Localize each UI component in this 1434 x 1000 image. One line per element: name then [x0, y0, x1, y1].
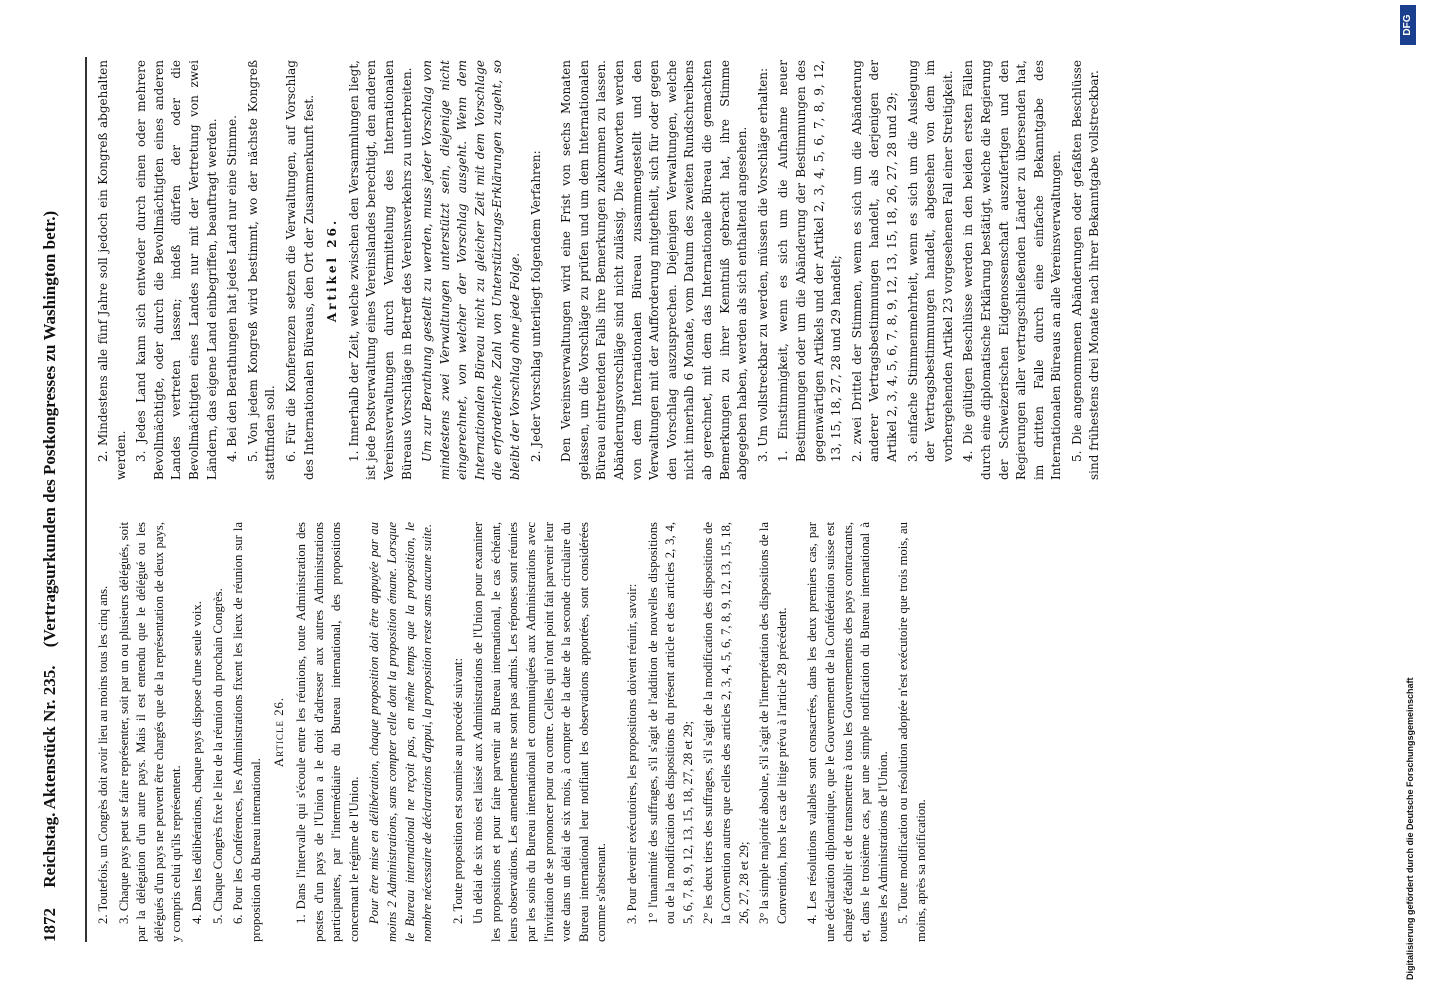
- de-article-heading: Artikel 26.: [325, 217, 340, 323]
- header-title: Reichstag. Aktenstück Nr. 235.: [40, 665, 59, 888]
- fr-paragraph: 6. Pour les Conférences, les Administrations fixent les lieux de réunion sur la proposition du Bureau international.: [231, 522, 263, 942]
- header-rule: [85, 57, 87, 942]
- fr-paragraph: 4. Dans les délibérations, chaque pays dispose d'une seule voix.: [189, 601, 204, 924]
- fr-paragraph: 5. Chaque Congrès fixe le lieu de la réunion du prochain Congrès.: [210, 588, 225, 924]
- de-paragraph: 1. Innerhalb der Zeit, welche zwischen den Versammlungen liegt, ist jede Postverwaltung eines Vereinslandes berechtigt, den anderen Vereinsverwaltungen durch Vermittelung des Internationalen Büreaus Vorschläge in Betreff des Vereinsverkehrs zu unterbreiten.: [346, 60, 414, 480]
- fr-paragraph: 2. Toutefois, un Congrès doit avoir lieu au moins tous les cinq ans.: [96, 585, 110, 924]
- fr-paragraph: 1. Dans l'intervalle qui s'écoule entre les réunions, toute Administration des postes d'un pays de l'Union a le droit d'adresser aux autres Administrations participantes, par l'intermédiaire du Bureau international, des propositions concernant le régime de l'Union.: [293, 522, 361, 942]
- fr-paragraph: 3. Chaque pays peut se faire représenter, soit par un ou plusieurs délégués, soit par la délégation d'un autre pays. Mais il est entendu que le délégué ou les délégués d'un pays ne peuvent être chargés que de la représentation de deux pays, y compris celui qu'ils représentent.: [116, 522, 184, 942]
- de-paragraph: 2. Mindestens alle fünf Jahre soll jedoch ein Kongreß abgehalten werden.: [96, 60, 128, 480]
- de-paragraph: 5. Die angenommenen Abänderungen oder gefaßten Beschlüsse sind frühestens drei Monate nach ihrer Bekanntgabe vollstreckbar.: [1069, 60, 1102, 480]
- fr-paragraph: Pour être mise en délibération, chaque proposition doit être appuyée par au moins 2 Administrations, sans compter celle dont la proposition émane. Lorsque le Bureau international ne reçoit pas, en même temps que la proposition, le nombre nécessaire de déclarations d'appui, la proposition reste sans aucune suite.: [367, 522, 435, 942]
- fr-paragraph: 2. Toute proposition est soumise au procédé suivant:: [450, 658, 465, 924]
- de-paragraph: 6. Für die Konferenzen setzen die Verwaltungen, auf Vorschlag des Internationalen Büreaus, den Ort der Zusammenkunft fest.: [283, 60, 316, 480]
- fr-subitem: 1° l'unanimité des suffrages, s'il s'agit de l'addition de nouvelles dispositions ou de la modification des dispositions du présent article et des articles 2, 3, 4, 5, 6, 7, 8, 9, 12, 13, 15, 18, 27, 28 et 29;: [645, 522, 695, 924]
- de-paragraph: 3. Um vollstreckbar zu werden, müssen die Vorschläge erhalten:: [755, 67, 770, 462]
- fr-paragraph: Un délai de six mois est laissé aux Administrations de l'Union pour examiner les propositions et pour faire parvenir au Bureau international, le cas échéant, leurs observations. Les amendements ne sont pas admis. Les réponses sont réunies par les soins du Bureau international et communiquées aux Administrations avec l'invitation de se prononcer pour ou contre. Celles qui n'ont point fait parvenir leur vote dans un délai de six mois, à compter de la date de la seconde circulaire du Bureau international leur notifiant les observations apportées, sont considérées comme s'abstenant.: [471, 522, 609, 942]
- fr-article-heading: Article 26.: [272, 696, 287, 768]
- de-subitem: 3. einfache Stimmenmehrheit, wenn es sich um die Auslegung der Vertragsbestimmungen handelt, abgesehen von dem im vorhergehenden Artikel 23 vorgesehenen Fall einer Streitigkeit.: [905, 60, 955, 462]
- french-column: [95, 522, 934, 942]
- fr-paragraph: 5. Toute modification ou résolution adoptée n'est exécutoire que trois mois, au moins, après sa notification.: [896, 522, 928, 942]
- fr-subitem: 3° la simple majorité absolue, s'il s'agit de l'interprétation des dispositions de la Convention, hors le cas de litige prévu à l'article 28 précédent.: [757, 522, 789, 924]
- de-paragraph: 3. Jedes Land kann sich entweder durch einen oder mehrere Bevollmächtigte, oder durch die Bevollmächtigten eines anderen Landes vertreten lassen; indeß dürfen der oder die Bevollmächtigten eines Landes nur mit der Vertretung von zwei Ländern, das eigene Land einbegriffen, beauftragt werden.: [134, 60, 219, 480]
- header-subtitle: (Vertragsurkunden des Postkongresses zu Washington betr.): [40, 210, 59, 648]
- de-paragraph: Den Vereinsverwaltungen wird eine Frist von sechs Monaten gelassen, um die Vorschläge zu prüfen und um dem Internationalen Büreau eintretenden Falls ihre Bemerkungen zukommen zu lassen. Abänderungsvorschläge sind nicht zulässig. Die Antworten werden von dem Internationalen Büreau zusammengestellt und den Verwaltungen mit der Aufforderung mitgetheilt, sich für oder gegen den Vorschlag auszusprechen. Diejenigen Verwaltungen, welche nicht innerhalb 6 Monate, vom Datum des zweiten Rundschreibens ab gerechnet, mit dem das Internationale Büreau die gemachten Bemerkungen zu ihrer Kenntniß gebracht hat, ihre Stimme abgegeben haben, werden als sich enthaltend angesehen.: [559, 60, 750, 480]
- running-header: [40, 57, 60, 942]
- de-subitem: 2. zwei Drittel der Stimmen, wenn es sich um die Abänderung anderer Vertragsbestimmungen handelt, als derjenigen der Artikel 2, 3, 4, 5, 6, 7, 8, 9, 12, 13, 15, 18, 26, 27, 28 und 29;: [849, 60, 899, 462]
- dfg-logo: DFG: [1400, 5, 1416, 45]
- page-number: 1872: [40, 908, 59, 942]
- de-paragraph: 2. Jeder Vorschlag unterliegt folgendem Verfahren:: [528, 150, 543, 462]
- digitization-note: Digitalisierung gefördert durch die Deutsche Forschungsgemeinschaft: [1405, 677, 1415, 980]
- fr-subitem: 2° les deux tiers des suffrages, s'il s'agit de la modification des dispositions de la Convention autres que celles des articles 2, 3, 4, 5, 6, 7, 8, 9, 12, 13, 15, 18, 26, 27, 28 et 29;: [701, 522, 751, 924]
- german-column: [95, 60, 1107, 480]
- de-paragraph: 4. Die gültigen Beschlüsse werden in den beiden ersten Fällen durch eine diplomatische Erklärung bestätigt, welche die Regierung der Schweizerischen Eidgenossenschaft auszufertigen und den Regierungen aller vertragschließenden Länder zu übersenden hat, im dritten Falle durch eine einfache Bekanntgabe des Internationalen Büreaus an alle Vereinsverwaltungen.: [961, 60, 1064, 480]
- de-paragraph: Um zur Berathung gestellt zu werden, muss jeder Vorschlag von mindestens zwei Verwaltungen unterstützt sein, diejenige nicht eingerechnet, von welcher der Vorschlag ausgeht. Wenn dem Internationalen Büreau nicht zu gleicher Zeit mit dem Vorschlage die erforderliche Zahl von Unterstützungs-Erklärungen zugeht, so bleibt der Vorschlag ohne jede Folge.: [420, 60, 523, 480]
- fr-paragraph: 4. Les résolutions valables sont consacrées, dans les deux premiers cas, par une déclaration diplomatique, que le Gouvernement de la Confédération suisse est chargé d'établir et de transmettre à tous les Gouvernements des pays contractants, et, dans le troisième cas, par une simple notification du Bureau international à toutes les Administrations de l'Union.: [805, 522, 890, 942]
- de-subitem: 1. Einstimmigkeit, wenn es sich um die Aufnahme neuer Bestimmungen oder um die Abänderung der Bestimmungen des gegenwärtigen Artikels und der Artikel 2, 3, 4, 5, 6, 7, 8, 9, 12, 13, 15, 18, 27, 28 und 29 handelt;: [776, 60, 844, 462]
- de-paragraph: 5. Von jedem Kongreß wird bestimmt, wo der nächste Kongreß stattfinden soll.: [245, 60, 278, 480]
- de-paragraph: 4. Bei den Berathungen hat jedes Land nur eine Stimme.: [225, 115, 240, 462]
- fr-paragraph: 3. Pour devenir exécutoires, les propositions doivent réunir, savoir:: [625, 583, 640, 924]
